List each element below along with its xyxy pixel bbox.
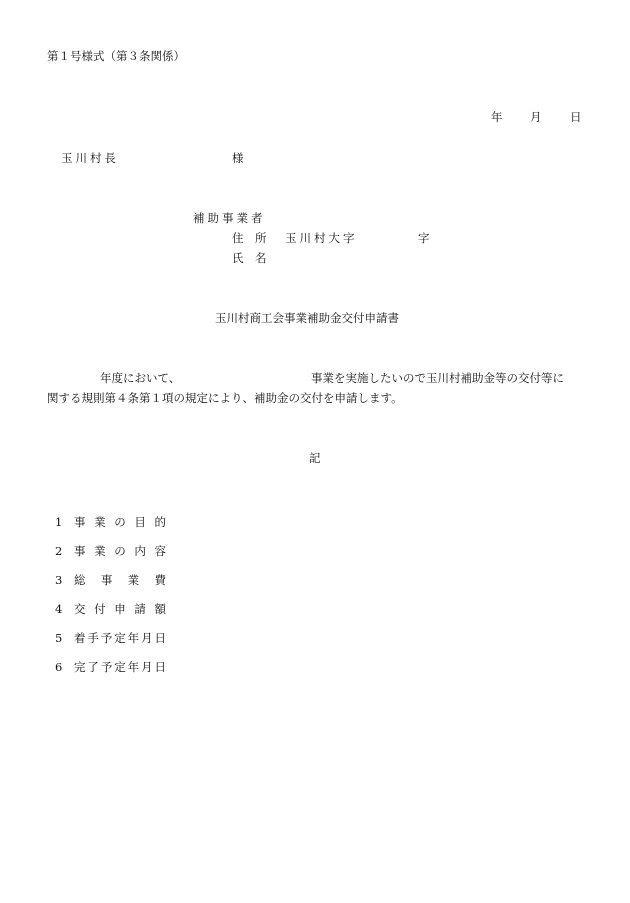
- list-item: [0, 573, 630, 587]
- date-month-label: 月: [530, 110, 542, 124]
- addressee-honorific: 様: [232, 151, 244, 165]
- date-year-label: 年: [491, 110, 503, 124]
- item-label: 総事業費: [74, 573, 166, 587]
- address-suffix: 字: [418, 231, 430, 245]
- item-number: 4: [55, 602, 63, 616]
- address-label: 住 所: [232, 231, 267, 245]
- address-value: 玉川村大字: [285, 231, 358, 245]
- ki-heading: 記: [309, 451, 321, 465]
- list-item: [0, 660, 630, 674]
- item-number: 5: [55, 631, 63, 645]
- addressee-name: 玉川村長: [61, 151, 119, 165]
- applicant-heading: 補助事業者: [193, 211, 266, 225]
- item-label: 完了予定年月日: [74, 660, 166, 674]
- body-line1-start: 年度において、: [100, 371, 181, 385]
- list-item: [0, 515, 630, 529]
- list-item: [0, 602, 630, 616]
- item-number: 1: [55, 515, 63, 529]
- item-label: 事業の目的: [74, 515, 166, 529]
- name-label: 氏 名: [232, 251, 267, 265]
- list-item: [0, 631, 630, 645]
- item-number: 3: [55, 573, 63, 587]
- item-number: 2: [55, 544, 63, 558]
- item-label: 交付申請額: [74, 602, 166, 616]
- item-number: 6: [55, 660, 63, 674]
- body-line2: 関する規則第４条第１項の規定により、補助金の交付を申請します。: [47, 391, 403, 405]
- form-number: 第１号様式（第３条関係）: [47, 49, 185, 63]
- document-title: 玉川村商工会事業補助金交付申請書: [215, 311, 399, 325]
- body-line1-end: 事業を実施したいので玉川村補助金等の交付等に: [311, 371, 564, 385]
- date-day-label: 日: [570, 110, 582, 124]
- item-label: 着手予定年月日: [74, 631, 166, 645]
- item-label: 事業の内容: [74, 544, 166, 558]
- list-item: [0, 544, 630, 558]
